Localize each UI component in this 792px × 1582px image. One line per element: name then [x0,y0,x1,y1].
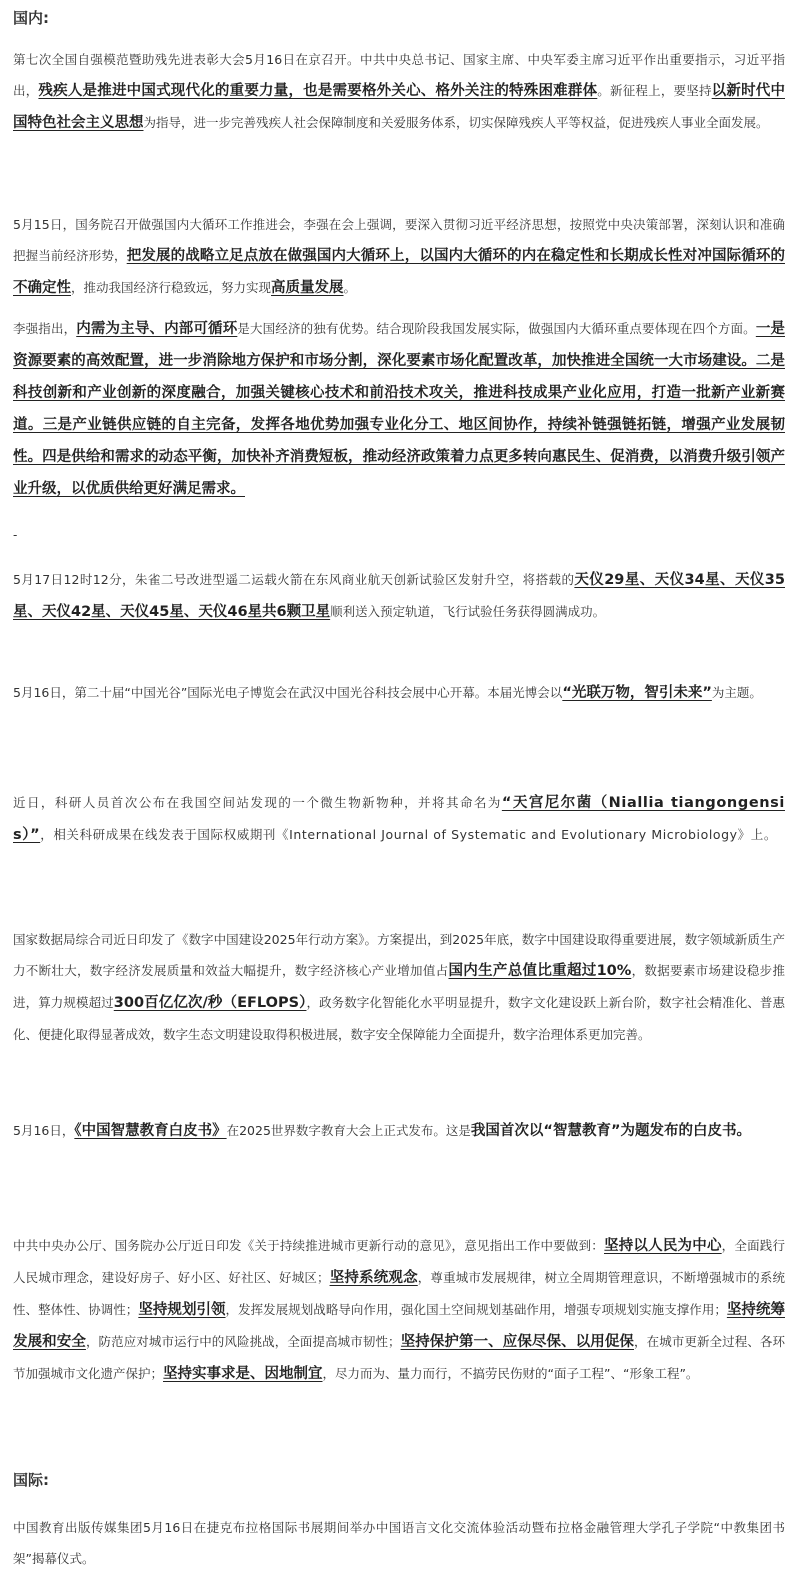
news-paragraph-four-aspects [13,313,785,505]
section-heading-domestic: 国内: [13,9,49,27]
text: 顺利送入预定轨道，飞行试验任务获得圆满成功。 [330,604,606,619]
news-paragraph-optics-expo [13,677,785,709]
news-paragraph-disability-conference [13,44,785,139]
news-paragraph-prague-book-fair [13,1512,785,1574]
text: ，防范应对城市运行中的风险挑战，全面提高城市韧性； [85,1334,401,1349]
text: 。新征程上，要坚持 [597,83,712,98]
bold-text: 我国首次以“智慧教育”为题发布的白皮书。 [470,1123,751,1139]
text: 中共中央办公厅、国务院办公厅近日印发《关于持续推进城市更新行动的意见》，意见指出工作中要做到： [13,1238,604,1253]
news-paragraph-digital-china [13,924,785,1050]
text: 为指导，进一步完善残疾人社会保障制度和关爱服务体系，切实保障残疾人平等权益，促进残疾人事业全面发展。 [143,115,769,130]
text: 近日，科研人员首次公布在我国空间站发现的一个微生物新物种，并将其命名为 [13,795,502,810]
highlight-text: 以新时代中国特色社会主义思想 [13,83,785,131]
text: ，相关科研成果在线发表于国际权威期刊《International Journal of Systematic and Evolutionary Microbiology》上。 [40,827,777,842]
highlight-text: 天仪29星、天仪34星、天仪35星、天仪42星、天仪45星、天仪46星共6颗卫星 [13,572,785,620]
text: ，政务数字化智能化水平明显提升，数字文化建设跃上新台阶，数字社会精准化、普惠化、便捷化取得显著成效，数字生态文明建设取得积极进展，数字安全保障能力全面提升，数字治理体系更加完善。 [13,995,785,1042]
text: 第七次全国自强模范暨助残先进表彰大会5月16日在京召开。中共中央总书记、国家主席、中央军委主席习近平作出重要指示，习近平指出， [13,52,785,98]
text: 。 [343,280,357,295]
highlight-text: “天宫尼尔菌（Niallia tiangongensis）” [13,795,785,843]
text: 为主题。 [711,685,762,700]
highlight-text: 把发展的战略立足点放在做强国内大循环上，以国内大循环的内在稳定性和长期成长性对冲国际循环的不确定性 [13,248,785,296]
text: 国家数据局综合司近日印发了《数字中国建设2025年行动方案》。方案提出，到2025年底，数字中国建设取得重要进展，数字领域新质生产力不断壮大，数字经济发展质量和效益大幅提升，数字经济核心产业增加值占 [13,932,785,978]
text: ，数据要素市场建设稳步推进，算力规模超过 [13,963,785,1010]
highlight-text: 坚持保护第一、应保尽保、以用促保 [400,1334,635,1350]
highlight-text: 《中国智慧教育白皮书》 [74,1123,227,1139]
news-paragraph-rocket-launch [13,564,785,628]
text: ，尽力而为、量力而行，不搞劳民伤财的“面子工程”、“形象工程”。 [322,1366,699,1381]
text: 是大国经济的独有优势。结合现阶段我国发展实际，做强国内大循环重点要体现在四个方面。 [237,321,756,336]
highlight-text: 残疾人是推进中国式现代化的重要力量，也是需要格外关心、格外关注的特殊困难群体 [38,83,598,99]
news-paragraph-microbe [13,787,785,851]
highlight-text: 坚持以人民为中心 [604,1238,722,1254]
highlight-text: 国内生产总值比重超过10% [448,963,632,979]
highlight-text: 300百亿亿次/秒（EFLOPS） [113,995,307,1011]
highlight-text: 坚持规划引领 [138,1302,226,1318]
highlight-text: 一是资源要素的高效配置，进一步消除地方保护和市场分割，深化要素市场化配置改革，加快推进全国统一大市场建设。二是科技创新和产业创新的深度融合，加强关键核心技术和前沿技术攻关，推进科技成果产业化应用，打造一批新产业新赛道。三是产业链供应链的自主完备，发挥各地优势加强专业化分工、地区间协作，持续补链强链拓链，增强产业发展韧性。四是供给和需求的动态平衡，加快补齐消费短板，推动经济政策着力点更多转向惠民生、促消费，以消费升级引领产业升级，以优质供给更好满足需求。 [13,321,785,497]
section-heading-international: 国际: [13,1471,49,1489]
text: 5月17日12时12分，朱雀二号改进型遥二运载火箭在东风商业航天创新试验区发射升空，将搭载的 [13,572,575,587]
highlight-text: 坚持统筹发展和安全 [13,1302,785,1350]
separator-dash: - [13,528,18,542]
highlight-text: 坚持实事求是、因地制宜 [163,1366,323,1382]
news-paragraph-urban-renewal [13,1230,785,1390]
highlight-text: 高质量发展 [271,280,344,296]
text: ，发挥发展规划战略导向作用，强化国土空间规划基础作用，增强专项规划实施支撑作用； [225,1302,727,1317]
text: ，尊重城市发展规律，树立全周期管理意识，不断增强城市的系统性、整体性、协调性； [13,1270,785,1317]
text: 5月16日， [13,1123,75,1138]
text: 李强指出， [13,321,77,336]
text: ，全面践行人民城市理念，建设好房子、好小区、好社区、好城区； [13,1238,785,1285]
highlight-text: 内需为主导、内部可循环 [76,321,238,337]
text: 中国教育出版传媒集团5月16日在捷克布拉格国际书展期间举办中国语言文化交流体验活动暨布拉格金融管理大学孔子学院“中教集团书架”揭幕仪式。 [13,1520,785,1566]
text: 5月15日，国务院召开做强国内大循环工作推进会，李强在会上强调，要深入贯彻习近平经济思想，按照党中央决策部署，深刻认识和准确把握当前经济形势， [13,217,785,263]
highlight-text: “光联万物，智引未来” [562,685,712,701]
highlight-text: 坚持系统观念 [329,1270,418,1286]
text: ，在城市更新全过程、各环节加强城市文化遗产保护； [13,1334,785,1381]
text: 在2025世界数字教育大会上正式发布。这是 [226,1123,471,1138]
news-paragraph-domestic-circulation [13,209,785,304]
news-paragraph-smart-education [13,1115,785,1147]
text: 5月16日，第二十届“中国光谷”国际光电子博览会在武汉中国光谷科技会展中心开幕。本届光博会以 [13,685,563,700]
text: ，推动我国经济行稳致远，努力实现 [71,280,272,295]
